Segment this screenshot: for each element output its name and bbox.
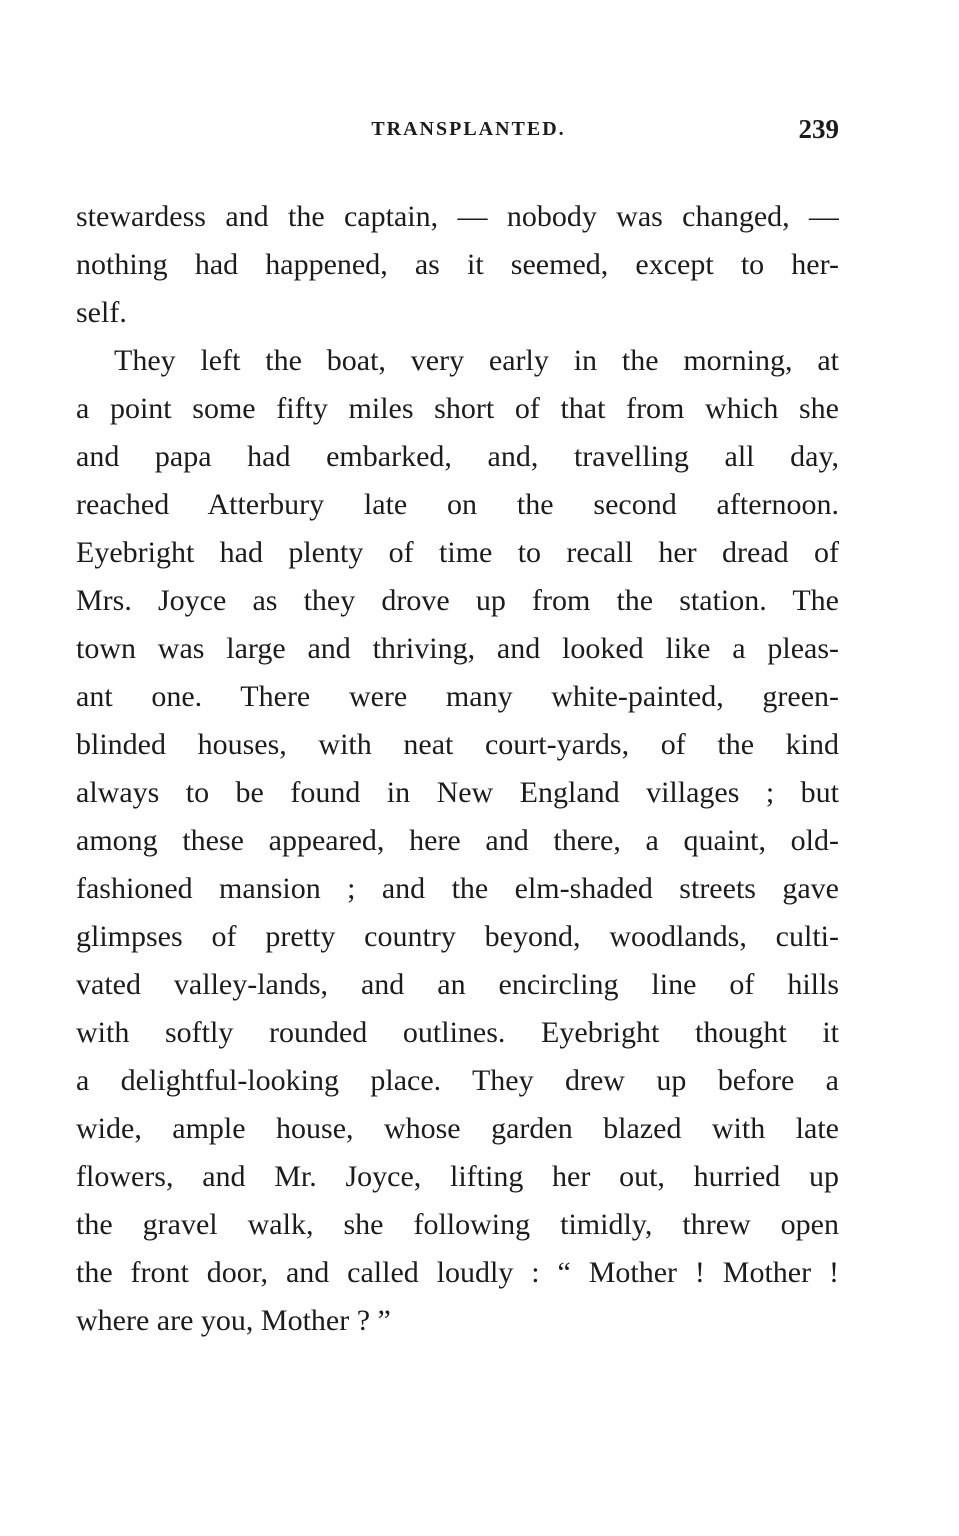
text-line: and papa had embarked, and, travelling all day,	[76, 440, 839, 473]
text-line: nothing had happened, as it seemed, except to her-	[76, 248, 839, 281]
text-line: vated valley-lands, and an encircling line of hills	[76, 968, 839, 1001]
text-line: blinded houses, with neat court-yards, of the kind	[76, 728, 839, 761]
text-line: the gravel walk, she following timidly, threw open	[76, 1208, 839, 1241]
text-line: with softly rounded outlines. Eyebright thought it	[76, 1016, 839, 1049]
text-line: flowers, and Mr. Joyce, lifting her out, hurried up	[76, 1160, 839, 1193]
text-line: among these appeared, here and there, a quaint, old-	[76, 824, 839, 857]
running-head-title: TRANSPLANTED.	[371, 118, 566, 140]
running-head	[76, 114, 839, 152]
text-line: fashioned mansion ; and the elm-shaded streets gave	[76, 872, 839, 905]
text-line: where are you, Mother ? ”	[76, 1304, 391, 1337]
text-line: ant one. There were many white-painted, green-	[76, 680, 839, 713]
text-line: a point some fifty miles short of that from which she	[76, 392, 839, 425]
text-line: a delightful-looking place. They drew up before a	[76, 1064, 839, 1097]
text-line: the front door, and called loudly : “ Mother ! Mother !	[76, 1256, 839, 1289]
text-line: Eyebright had plenty of time to recall her dread of	[76, 536, 839, 569]
body-text	[76, 193, 839, 1345]
text-line: wide, ample house, whose garden blazed with late	[76, 1112, 839, 1145]
text-line: always to be found in New England villages ; but	[76, 776, 839, 809]
text-line: town was large and thriving, and looked like a pleas-	[76, 632, 839, 665]
text-line: Mrs. Joyce as they drove up from the station. The	[76, 584, 839, 617]
text-line: They left the boat, very early in the morning, at	[114, 344, 839, 377]
text-line: self.	[76, 296, 127, 329]
text-line: reached Atterbury late on the second afternoon.	[76, 488, 839, 521]
text-line: glimpses of pretty country beyond, woodlands, culti-	[76, 920, 839, 953]
text-line: stewardess and the captain, — nobody was changed, —	[76, 200, 839, 233]
page-number: 239	[798, 114, 839, 144]
